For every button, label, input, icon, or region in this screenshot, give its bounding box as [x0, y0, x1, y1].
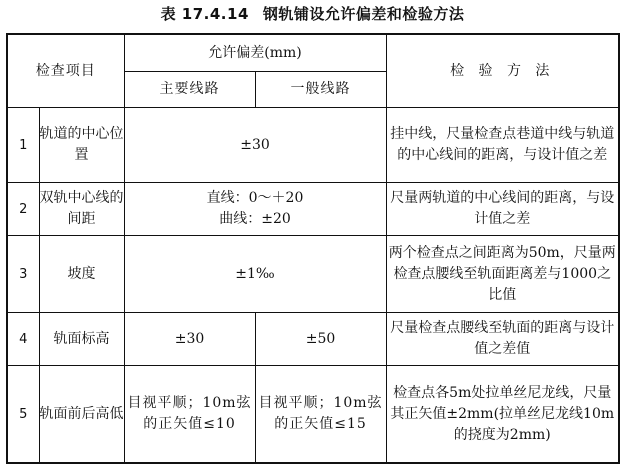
method-text: 尺量检查点腰线至轨面的距离与设计值之差值 [390, 320, 615, 357]
row-method [386, 236, 619, 313]
row-number: 5 [7, 366, 39, 464]
row-item: 坡度 [39, 236, 124, 313]
header-method: 检 验 方 法 [386, 34, 619, 108]
method-text: 尺量两轨道的中心线间的距离，与设计值之差 [390, 190, 615, 227]
method-text: 两个检查点之间距离为50m，尺量两检查点腰线至轨面距离差与1000之比值 [388, 244, 616, 303]
header-item: 检查项目 [7, 34, 124, 108]
table-row [7, 313, 619, 366]
row-item: 轨道的中心位置 [39, 108, 124, 183]
row-method [386, 183, 619, 236]
row-number: 4 [7, 313, 39, 366]
row-general-line: ±50 [255, 313, 386, 366]
header-tolerance: 允许偏差(mm) [124, 34, 386, 72]
row-main-line: 目视平顺；10m弦的正矢值≤10 [124, 366, 255, 464]
row-general-line: 目视平顺；10m弦的正矢值≤15 [255, 366, 386, 464]
row-method [386, 108, 619, 183]
row-item: 双轨中心线的间距 [39, 183, 124, 236]
tolerance-value: ±30 [240, 136, 270, 153]
table-row [7, 236, 619, 313]
table-row [7, 108, 619, 183]
row-item: 轨面标高 [39, 313, 124, 366]
row-tolerance [124, 236, 386, 313]
header-main-line: 主要线路 [124, 72, 255, 108]
tolerance-value: ±1‰ [235, 265, 275, 282]
row-number: 1 [7, 108, 39, 183]
method-text: 检查点各5m处拉单丝尼龙线，尺量其正矢值±2mm(拉单丝尼龙线10m的挠度为2mm) [390, 384, 615, 443]
tolerance-value: 直线：0～＋20 [206, 190, 304, 206]
table-caption: 钢轨铺设允许偏差和检验方法 [262, 5, 465, 23]
row-tolerance [124, 183, 386, 236]
row-item: 轨面前后高低 [39, 366, 124, 464]
row-main-line: ±30 [124, 313, 255, 366]
header-general-line: 一般线路 [255, 72, 386, 108]
tolerance-value: 曲线：±20 [219, 211, 291, 227]
row-tolerance [124, 108, 386, 183]
tolerance-table [6, 33, 620, 464]
row-method [386, 313, 619, 366]
table-row [7, 366, 619, 464]
table-row [7, 183, 619, 236]
row-number: 2 [7, 183, 39, 236]
table-number: 表 17.4.14 [160, 5, 249, 23]
method-text: 挂中线，尺量检查点巷道中线与轨道的中心线间的距离，与设计值之差 [390, 126, 615, 163]
row-number: 3 [7, 236, 39, 313]
row-method [386, 366, 619, 464]
table-title [0, 4, 625, 24]
